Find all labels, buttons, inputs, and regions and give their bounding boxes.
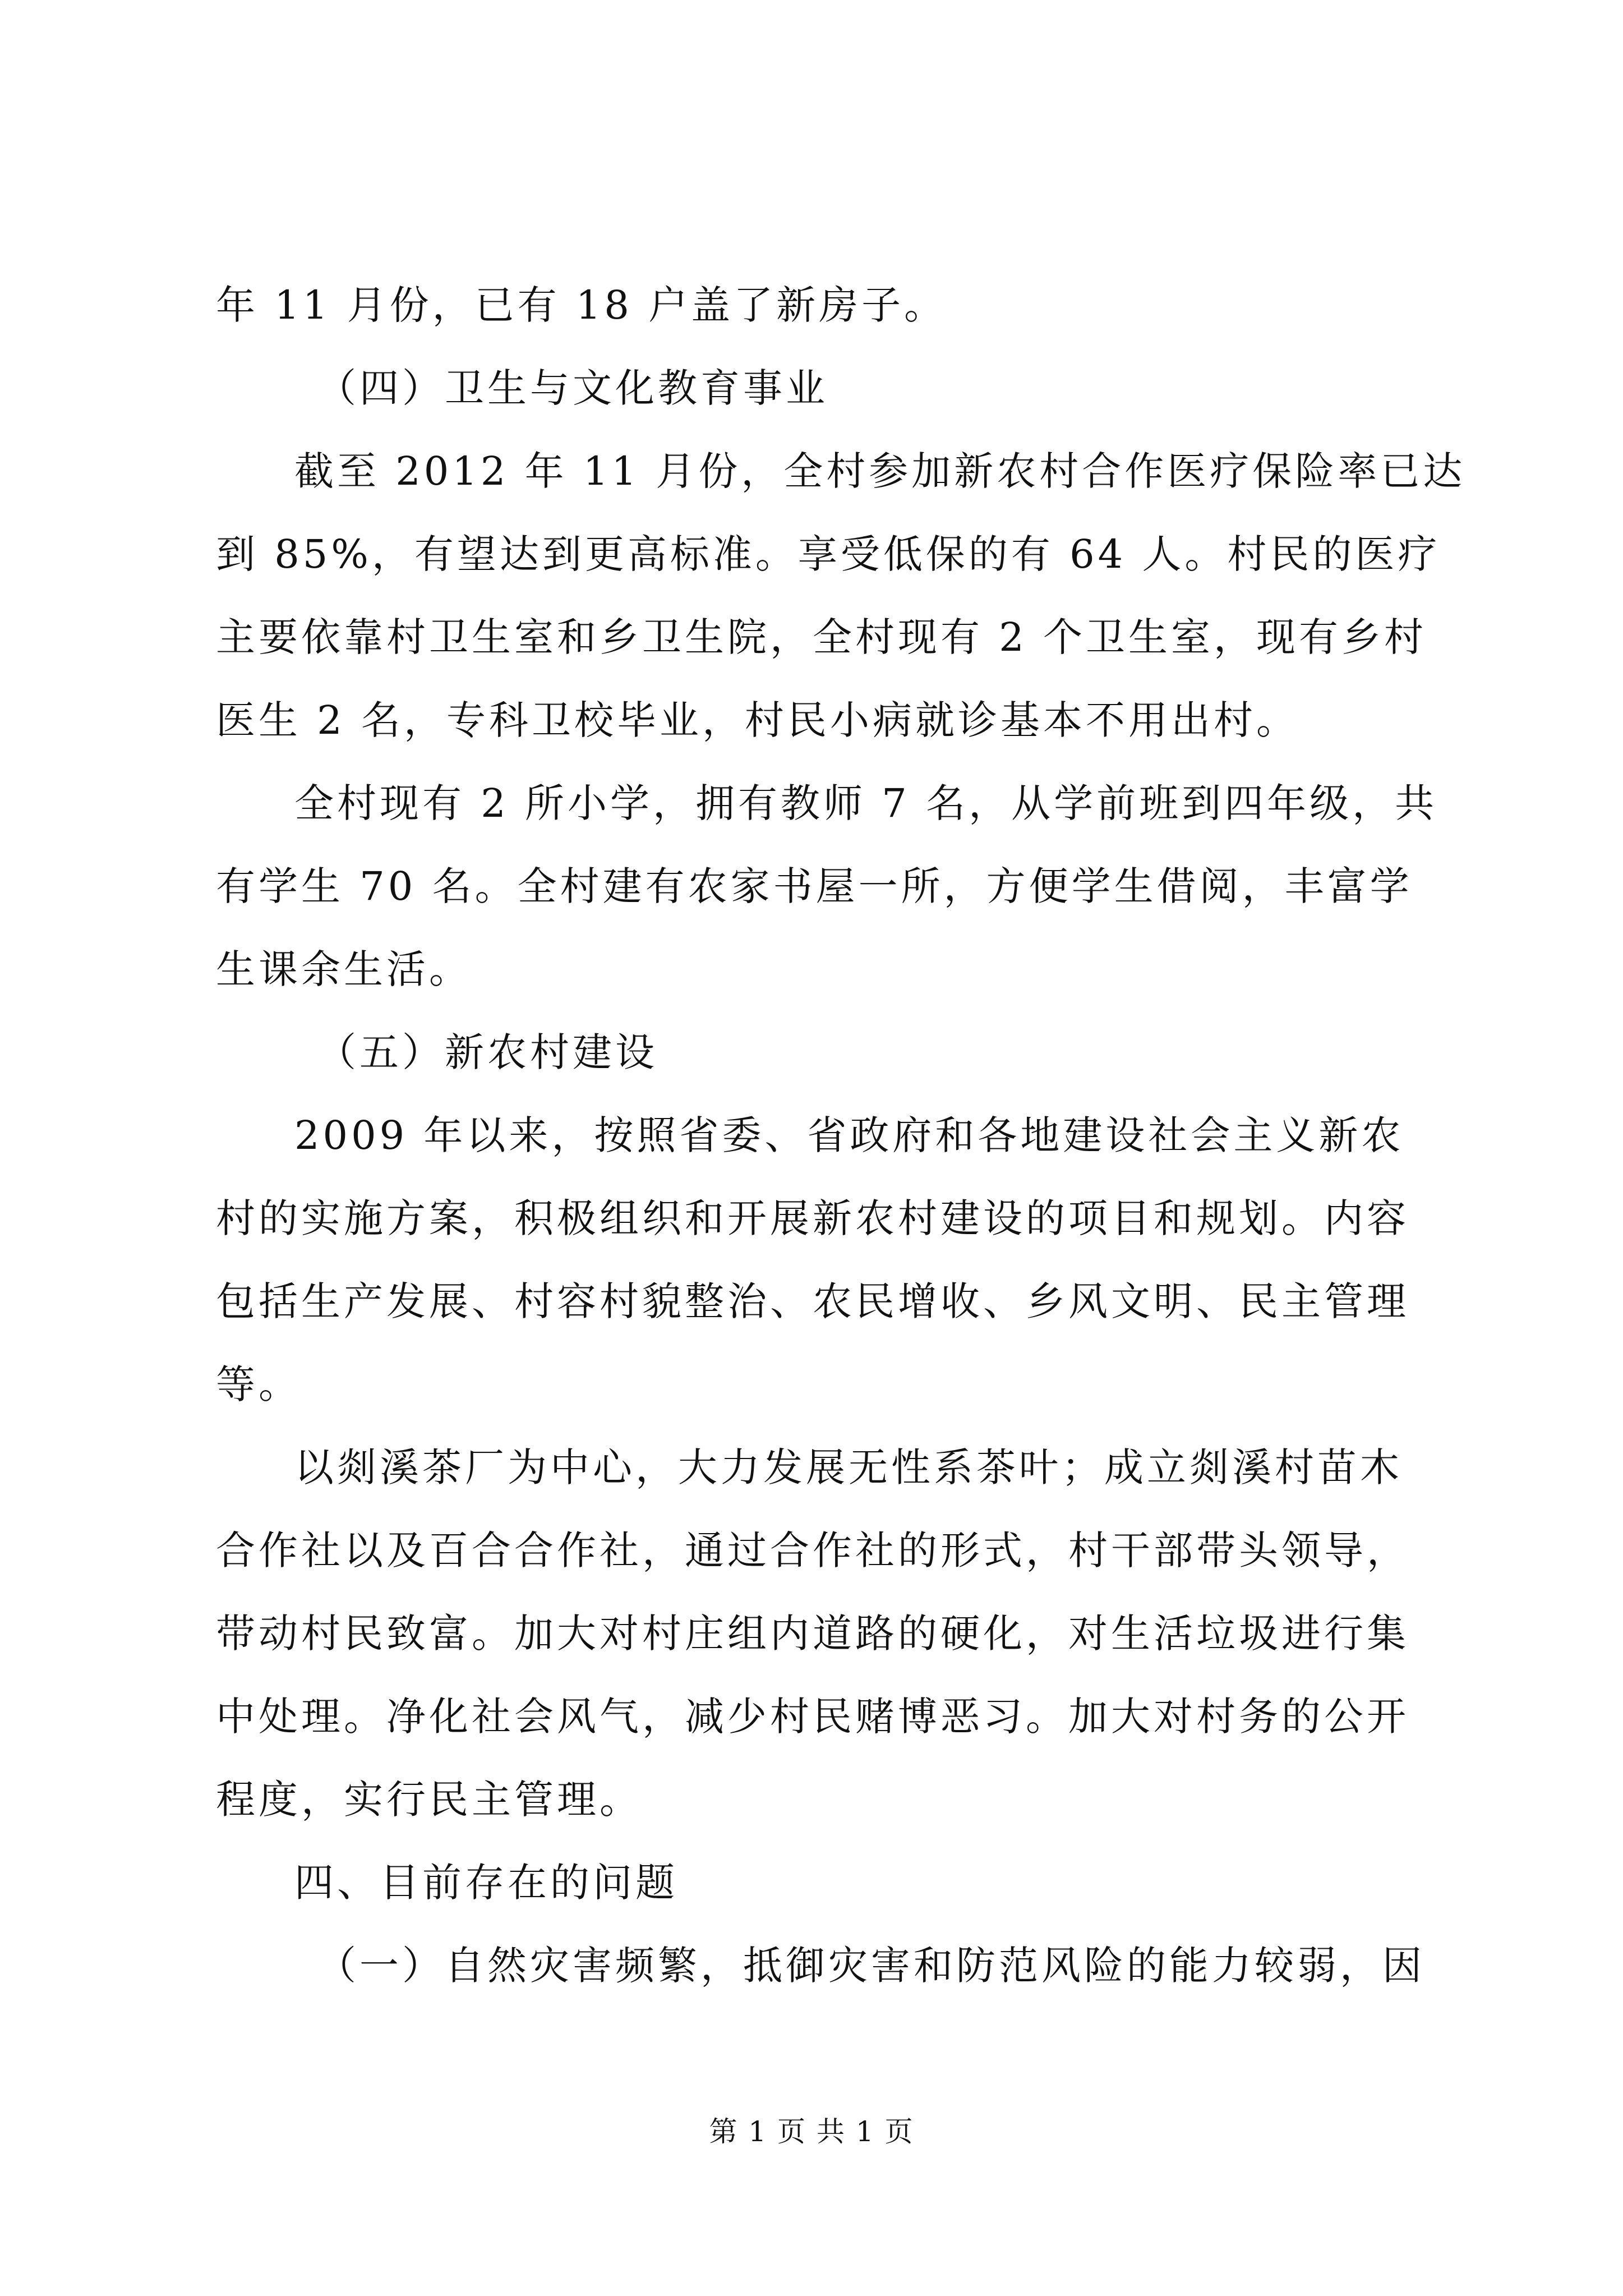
paragraph-line: 中处理。净化社会风气，减少村民赌博恶习。加大对村务的公开 — [216, 1694, 1409, 1740]
paragraph-line: 包括生产发展、村容村貌整治、农民增收、乡风文明、民主管理 — [216, 1278, 1409, 1324]
paragraph-line: 合作社以及百合合作社，通过合作社的形式，村干部带头领导， — [216, 1527, 1409, 1573]
paragraph-line: 村的实施方案，积极组织和开展新农村建设的项目和规划。内容 — [216, 1195, 1409, 1241]
paragraph-line: 有学生 70 名。全村建有农家书屋一所，方便学生借阅，丰富学 — [216, 863, 1413, 909]
paragraph-line: 医生 2 名，专科卫校毕业，村民小病就诊基本不用出村。 — [216, 697, 1299, 743]
section-heading: （四）卫生与文化教育事业 — [317, 365, 828, 411]
section-heading: 四、目前存在的问题 — [294, 1860, 678, 1906]
paragraph-line: 截至 2012 年 11 月份，全村参加新农村合作医疗保险率已达 — [294, 448, 1466, 494]
paragraph-line: 程度，实行民主管理。 — [216, 1777, 642, 1823]
paragraph-line: 到 85%，有望达到更高标准。享受低保的有 64 人。村民的医疗 — [216, 531, 1441, 577]
paragraph-line: 生课余生活。 — [216, 946, 472, 992]
paragraph-line: 以剡溪茶厂为中心，大力发展无性系茶叶；成立剡溪村苗木 — [294, 1444, 1403, 1490]
section-heading: （五）新农村建设 — [317, 1029, 658, 1075]
paragraph-line: 主要依靠村卫生室和乡卫生院，全村现有 2 个卫生室，现有乡村 — [216, 614, 1427, 660]
paragraph-line: 2009 年以来，按照省委、省政府和各地建设社会主义新农 — [294, 1112, 1404, 1158]
page-number-footer: 第 1 页 共 1 页 — [709, 2115, 914, 2148]
paragraph-line: 带动村民致富。加大对村庄组内道路的硬化，对生活垃圾进行集 — [216, 1611, 1409, 1657]
document-body — [216, 264, 1466, 2007]
text-line: 年 11 月份，已有 18 户盖了新房子。 — [216, 282, 947, 328]
paragraph-line: 全村现有 2 所小学，拥有教师 7 名，从学前班到四年级，共 — [294, 780, 1438, 826]
paragraph-line: （一）自然灾害频繁，抵御灾害和防范风险的能力较弱，因 — [317, 1943, 1425, 1989]
paragraph-line: 等。 — [216, 1361, 301, 1407]
